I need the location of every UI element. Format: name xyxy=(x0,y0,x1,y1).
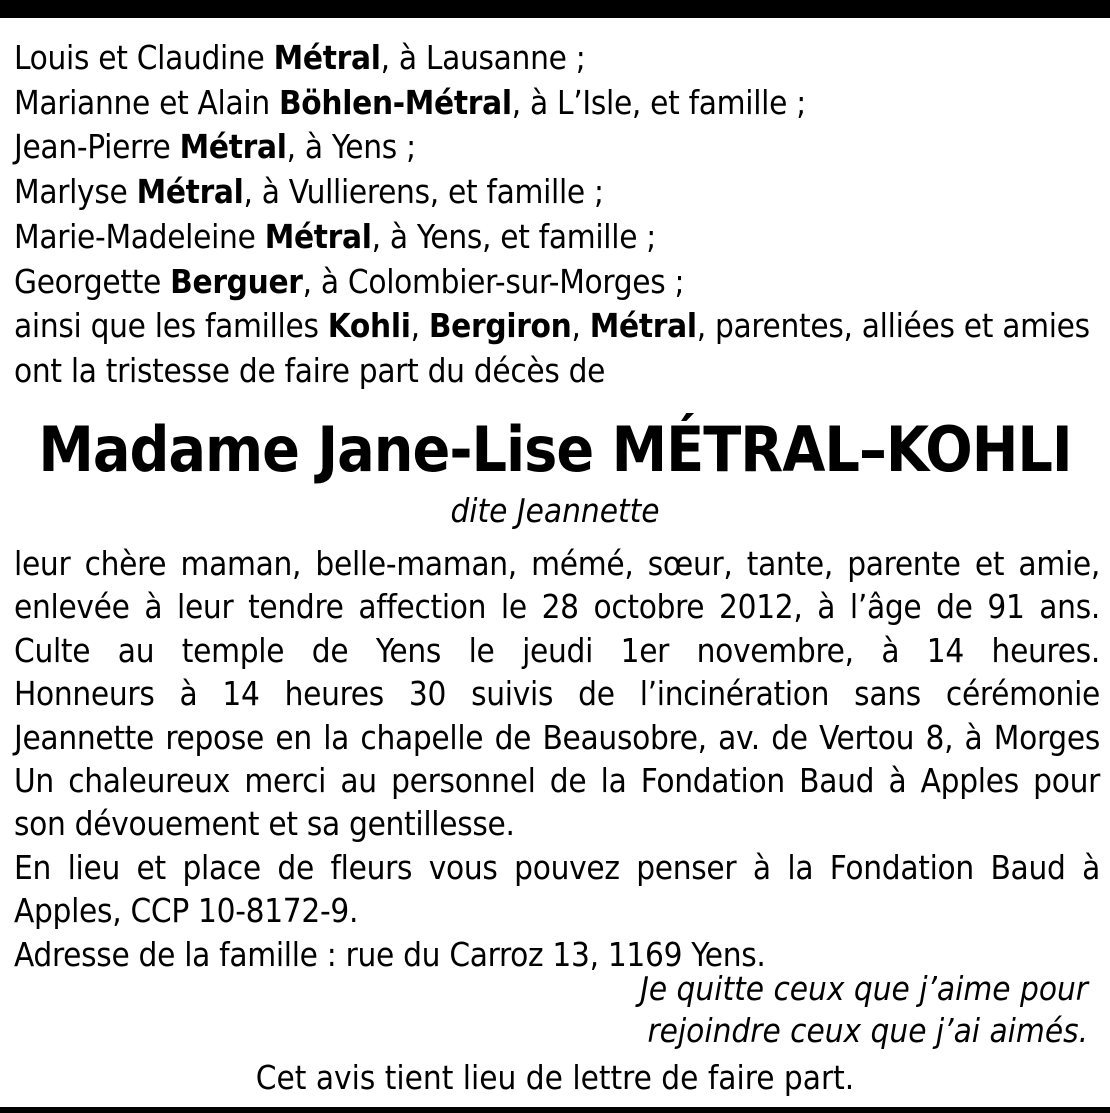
top-border xyxy=(0,0,1110,18)
deceased-name: Madame Jane-Lise MÉTRAL–KOHLI xyxy=(38,413,1072,486)
bottom-border xyxy=(0,1107,1110,1113)
family-line xyxy=(14,215,1100,260)
footer-note: Cet avis tient lieu de lettre de faire part. xyxy=(255,1058,855,1097)
line-text: , à L’Isle, et famille ; xyxy=(511,82,806,122)
details-line: Jeannette repose en la chapelle de Beausobre, av. de Vertou 8, à Morges xyxy=(14,717,1100,757)
quote-line: rejoindre ceux que j’ai aimés. xyxy=(647,1011,1088,1050)
details-line: En lieu et place de fleurs vous pouvez penser à la Fondation Baud à xyxy=(14,847,1100,887)
line-text: , à Yens, et famille ; xyxy=(371,216,656,256)
family-name: Métral xyxy=(179,127,287,167)
details-line: Apples, CCP 10-8172-9. xyxy=(14,891,359,931)
separator: , xyxy=(410,306,429,346)
line-text: Marianne et Alain xyxy=(14,82,279,122)
details-line: Un chaleureux merci au personnel de la Fondation Baud à Apples pour xyxy=(14,761,1100,801)
details-line: Adresse de la famille : rue du Carroz 13, 1169 Yens. xyxy=(14,934,766,974)
details-paragraph xyxy=(14,542,1100,976)
family-line xyxy=(14,125,1100,170)
family-name: Métral xyxy=(136,172,244,212)
line-text: Marlyse xyxy=(14,172,137,212)
line-text: , parentes, alliées et amies xyxy=(696,306,1090,346)
line-text: ainsi que les familles xyxy=(14,306,328,346)
family-name: Métral xyxy=(273,38,381,77)
family-name: Kohli xyxy=(327,306,411,346)
line-text: , à Lausanne ; xyxy=(380,38,586,77)
line-text: Louis et Claudine xyxy=(14,38,274,77)
quote-line: Je quitte ceux que j’aime pour xyxy=(640,969,1088,1008)
family-line xyxy=(14,81,1100,126)
family-name: Berguer xyxy=(170,261,303,301)
line-text: , à Yens ; xyxy=(286,127,416,167)
family-name: Bergiron xyxy=(428,306,572,346)
details-line: leur chère maman, belle-maman, mémé, sœur, tante, parente et amie, xyxy=(14,544,1100,583)
line-text: Marie-Madeleine xyxy=(14,216,265,256)
nickname: dite Jeannette xyxy=(450,491,660,530)
family-line xyxy=(14,170,1100,215)
family-name: Métral xyxy=(589,306,697,346)
family-name: Böhlen-Métral xyxy=(278,82,512,122)
family-line xyxy=(14,260,1100,305)
details-line: son dévouement et sa gentillesse. xyxy=(14,804,515,844)
details-line: enlevée à leur tendre affection le 28 octobre 2012, à l’âge de 91 ans. xyxy=(14,587,1100,627)
families-line xyxy=(14,304,1100,349)
line-text: Jean-Pierre xyxy=(14,127,180,167)
line-text: Georgette xyxy=(14,261,171,301)
details-line: Honneurs à 14 heures 30 suivis de l’incinération sans cérémonie xyxy=(14,674,1100,714)
family-line xyxy=(14,36,1100,81)
line-text: , à Vullierens, et famille ; xyxy=(243,172,604,212)
details-line: Culte au temple de Yens le jeudi 1er novembre, à 14 heures. xyxy=(14,630,1100,670)
line-text: , à Colombier-sur-Morges ; xyxy=(302,261,685,301)
separator: , xyxy=(571,306,590,346)
closing-quote xyxy=(640,968,1088,1052)
family-list xyxy=(14,36,1100,394)
family-name: Métral xyxy=(264,216,372,256)
announce-line: ont la tristesse de faire part du décès de xyxy=(14,350,606,390)
